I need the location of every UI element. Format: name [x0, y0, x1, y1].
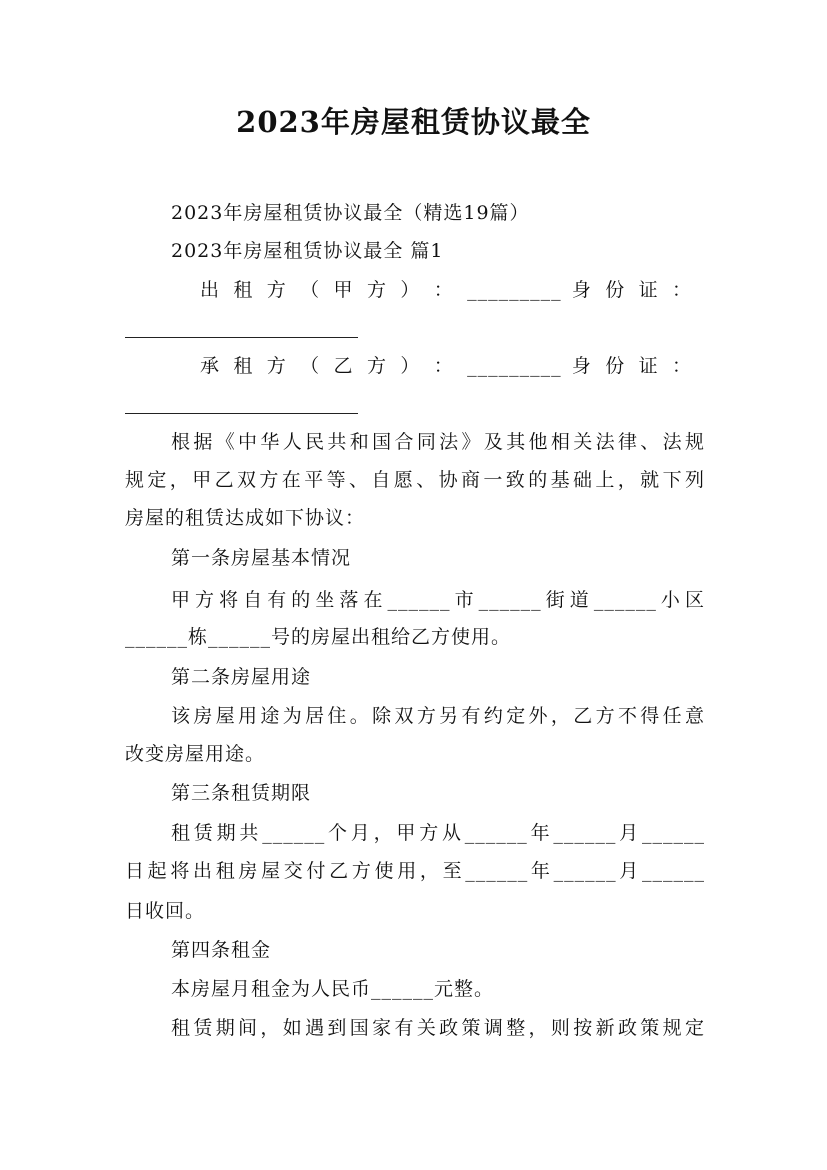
paragraph-line: 该房屋用途为居住。除双方另有约定外，乙方不得任意: [171, 705, 705, 727]
paragraph-line: 本房屋月租金为人民币______元整。: [171, 978, 495, 1000]
paragraph-line: 日收回。: [125, 900, 206, 922]
paragraph-line: 甲方将自有的坐落在______市______街道______小区: [171, 589, 705, 611]
section-heading: 2023年房屋租赁协议最全 篇1: [171, 240, 444, 262]
lessee-id-blank: [125, 413, 358, 414]
article-heading: 第一条房屋基本情况: [171, 547, 352, 569]
paragraph-line: 租赁期共______个月，甲方从______年______月______: [171, 822, 705, 844]
lessor-id-blank: [125, 337, 358, 338]
article-heading: 第三条租赁期限: [171, 782, 312, 804]
subtitle-line: 2023年房屋租赁协议最全（精选19篇）: [171, 202, 530, 224]
article-heading: 第二条房屋用途: [171, 666, 312, 688]
article-heading: 第四条租金: [171, 939, 272, 961]
paragraph-line: 根据《中华人民共和国合同法》及其他相关法律、法规: [171, 431, 705, 453]
paragraph-line: ______栋______号的房屋出租给乙方使用。: [125, 626, 512, 648]
paragraph-line: 规定，甲乙双方在平等、自愿、协商一致的基础上，就下列: [125, 469, 705, 491]
paragraph-line: 日起将出租房屋交付乙方使用，至______年______月______: [125, 860, 705, 882]
paragraph-line: 租赁期间，如遇到国家有关政策调整，则按新政策规定: [171, 1017, 705, 1039]
paragraph-line: 改变房屋用途。: [125, 743, 266, 765]
paragraph-line: 房屋的租赁达成如下协议：: [125, 507, 366, 529]
lessee-line: 承 租 方 （ 乙 方 ） ： _________ 身 份 证 ：: [200, 355, 692, 377]
document-title: 2023年房屋租赁协议最全: [236, 105, 591, 139]
lessor-line: 出 租 方 （ 甲 方 ） ： _________ 身 份 证 ：: [200, 279, 692, 301]
